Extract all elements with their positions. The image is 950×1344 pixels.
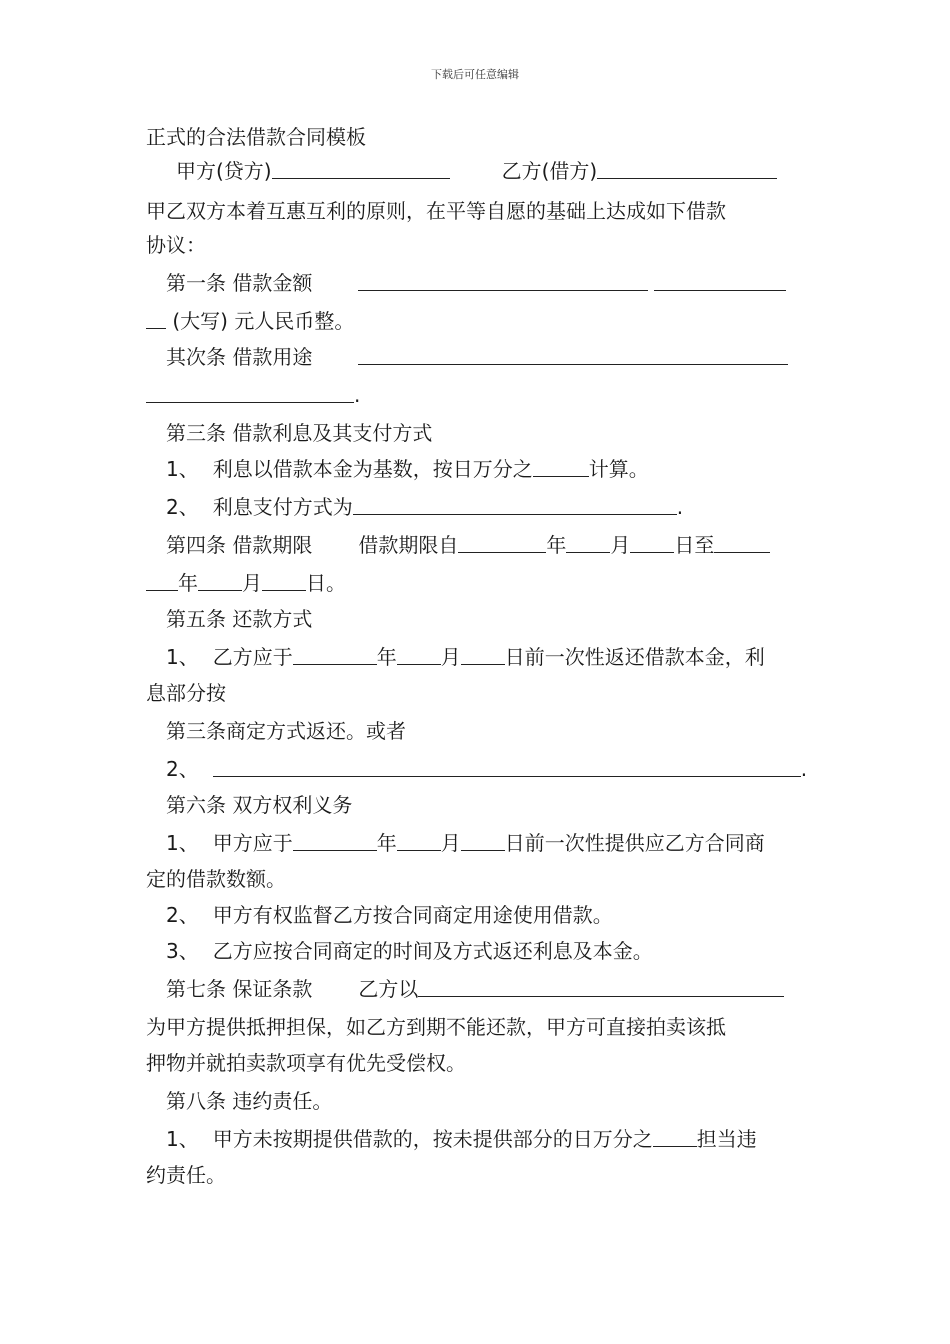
article-1-line <box>166 266 810 300</box>
article-4-cont: 年 月 日。 <box>146 566 810 600</box>
article-5-item-1: 1、 乙方应于 年 月 日前一次性返还借款本金，利 <box>166 640 810 674</box>
article-3-item-2: 2、 利息支付方式为 . <box>166 490 810 524</box>
purpose-blank-1[interactable] <box>358 340 788 365</box>
provide-month-blank[interactable] <box>397 826 441 851</box>
article-2-cont: . <box>146 378 810 412</box>
provide-day-blank[interactable] <box>461 826 505 851</box>
article-6-item-2: 2、 甲方有权监督乙方按合同商定用途使用借款。 <box>166 903 613 927</box>
article-1-cont <box>146 304 810 338</box>
article-6-label: 第六条 双方权利义务 <box>166 793 353 817</box>
repay-month-blank[interactable] <box>397 640 441 665</box>
amount-blank-2[interactable] <box>654 266 786 291</box>
article-7-cont-1: 为甲方提供抵押担保，如乙方到期不能还款，甲方可直接拍卖该抵 <box>146 1015 726 1039</box>
amount-blank-3[interactable] <box>146 304 166 329</box>
article-2-label: 其次条 借款用途 <box>166 345 313 369</box>
intro-line-1: 甲乙双方本着互惠互利的原则，在平等自愿的基础上达成如下借款 <box>146 199 726 223</box>
parties-line <box>146 154 810 188</box>
article-8-item-1-cont: 约责任。 <box>146 1163 226 1187</box>
provide-year-blank[interactable] <box>293 826 377 851</box>
purpose-blank-2[interactable] <box>146 378 354 403</box>
article-5-item-1-cont: 息部分按 <box>146 681 226 705</box>
interest-rate-blank[interactable] <box>533 452 589 477</box>
repay-day-blank[interactable] <box>461 640 505 665</box>
party-b-label: 乙方(借方) <box>501 159 598 183</box>
repay-year-blank[interactable] <box>293 640 377 665</box>
document-title: 正式的合法借款合同模板 <box>146 125 366 149</box>
article-4-label: 第四条 借款期限 <box>166 533 313 557</box>
intro-line-2: 协议： <box>146 233 206 257</box>
end-month-blank[interactable] <box>198 566 242 591</box>
article-2-line <box>166 340 810 374</box>
amount-blank-1[interactable] <box>358 266 648 291</box>
alt-repay-blank[interactable] <box>213 752 801 777</box>
payment-method-blank[interactable] <box>353 490 677 515</box>
end-year-blank-2[interactable] <box>146 566 178 591</box>
article-6-item-3: 3、 乙方应按合同商定的时间及方式返还利息及本金。 <box>166 939 653 963</box>
penalty-rate-blank[interactable] <box>653 1122 697 1147</box>
article-8-item-1: 1、 甲方未按期提供借款的，按未提供部分的日万分之 担当违 <box>166 1122 810 1156</box>
article-6-item-1-cont: 定的借款数额。 <box>146 867 286 891</box>
article-3-label: 第三条 借款利息及其支付方式 <box>166 421 433 445</box>
end-year-blank-1[interactable] <box>714 528 770 553</box>
article-6-item-1: 1、 甲方应于 年 月 日前一次性提供应乙方合同商 <box>166 826 810 860</box>
article-4-line: 第四条 借款期限 借款期限自 年 月 日至 <box>166 528 810 562</box>
article-5-label: 第五条 还款方式 <box>166 607 313 631</box>
start-day-blank[interactable] <box>630 528 674 553</box>
start-year-blank[interactable] <box>458 528 546 553</box>
article-1-amount-text: (大写) 元人民币整。 <box>172 309 355 333</box>
article-7-line: 第七条 保证条款 乙方以 <box>166 972 810 1006</box>
collateral-blank[interactable] <box>418 972 784 997</box>
start-month-blank[interactable] <box>566 528 610 553</box>
end-day-blank[interactable] <box>262 566 306 591</box>
article-1-label: 第一条 借款金额 <box>166 271 313 295</box>
article-3-item-1: 1、 利息以借款本金为基数，按日万分之 计算。 <box>166 452 810 486</box>
page-header: 下载后可任意编辑 <box>431 68 519 81</box>
article-5-item-1-cont2: 第三条商定方式返还。或者 <box>166 719 406 743</box>
party-a-blank[interactable] <box>272 154 450 179</box>
party-a-label: 甲方(贷方) <box>176 159 272 183</box>
article-7-cont-2: 押物并就拍卖款项享有优先受偿权。 <box>146 1051 466 1075</box>
article-8-label: 第八条 违约责任。 <box>166 1089 333 1113</box>
article-5-item-2: 2、 . <box>166 752 810 786</box>
article-7-label: 第七条 保证条款 <box>166 977 313 1001</box>
party-b-blank[interactable] <box>597 154 777 179</box>
